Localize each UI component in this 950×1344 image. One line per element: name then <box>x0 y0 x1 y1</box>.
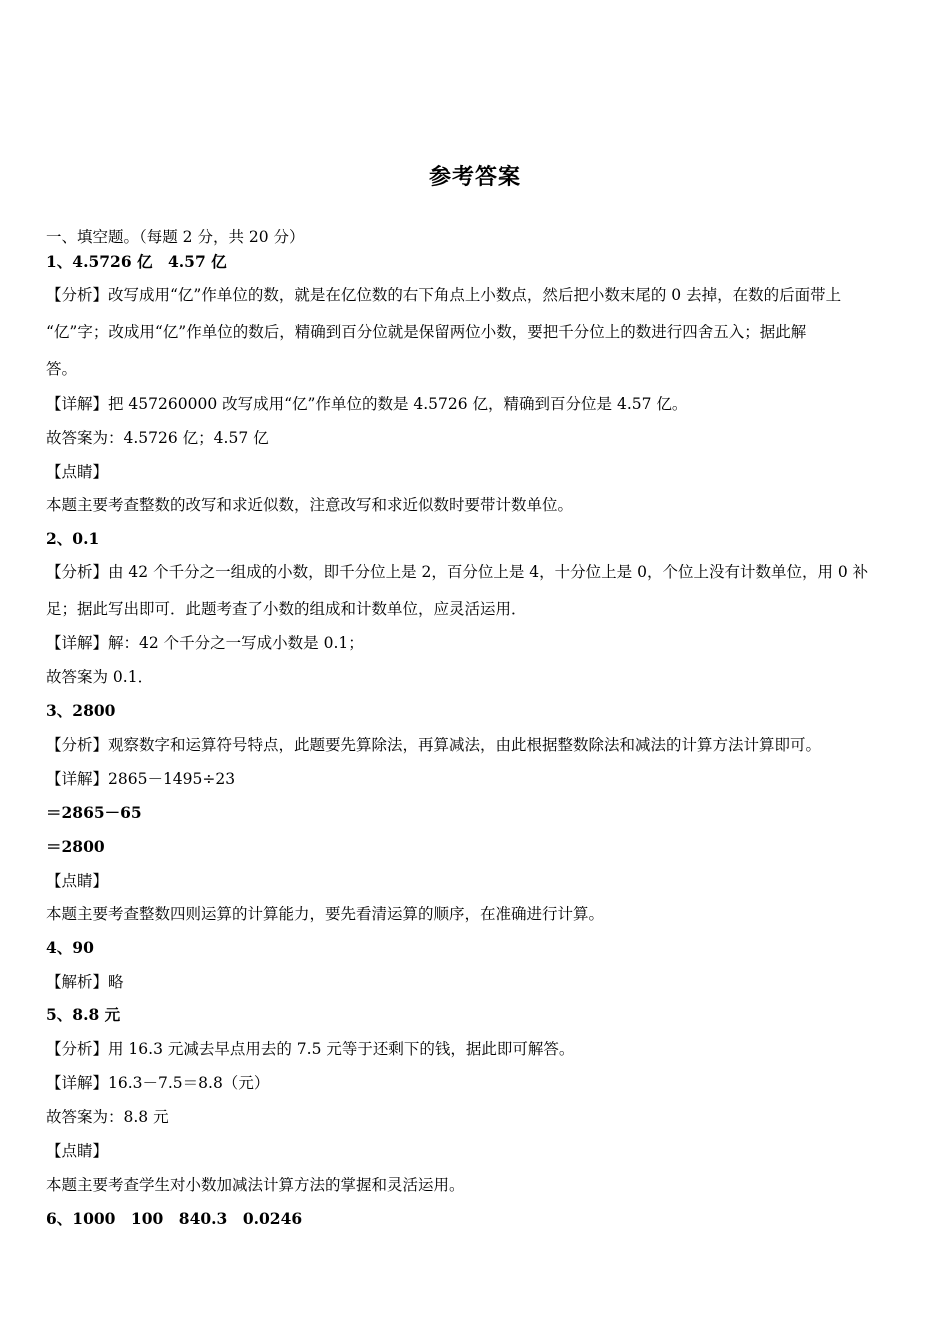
detail-5: 【详解】16.3－7.5＝8.8（元） <box>46 1074 270 1092</box>
analysis-1-line-3: 答。 <box>46 360 78 378</box>
answer-2: 2、0.1 <box>46 529 100 548</box>
answer-6: 6、1000 100 840.3 0.0246 <box>46 1209 303 1228</box>
note-heading-1: 【点睛】 <box>46 463 109 481</box>
analysis-3: 【分析】观察数字和运算符号特点，此题要先算除法，再算减法，由此根据整数除法和减法的计算方法计算即可。 <box>46 736 822 754</box>
note-heading-5: 【点睛】 <box>46 1142 109 1160</box>
calc-step-2: ＝2800 <box>46 837 105 856</box>
analysis-4: 【解析】略 <box>46 973 124 991</box>
answer-3: 3、2800 <box>46 701 116 720</box>
analysis-2-line-1: 【分析】由 42 个千分之一组成的小数，即千分位上是 2，百分位上是 4，十分位上是 0，个位上没有计数单位，用 0 补 <box>46 563 869 581</box>
conclusion-1: 故答案为：4.5726 亿；4.57 亿 <box>46 429 269 447</box>
conclusion-5: 故答案为：8.8 元 <box>46 1108 169 1126</box>
note-5: 本题主要考查学生对小数加减法计算方法的掌握和灵活运用。 <box>46 1176 465 1194</box>
note-3: 本题主要考查整数四则运算的计算能力，要先看清运算的顺序，在准确进行计算。 <box>46 905 605 923</box>
analysis-1-line-1: 【分析】改写成用“亿”作单位的数，就是在亿位数的右下角点上小数点，然后把小数末尾的 0 去掉，在数的后面带上 <box>46 286 842 304</box>
answer-4: 4、90 <box>46 938 94 957</box>
answer-5: 5、8.8 元 <box>46 1005 121 1024</box>
section-header: 一、填空题。（每题 2 分，共 20 分） <box>46 228 305 246</box>
conclusion-2: 故答案为 0.1． <box>46 668 154 686</box>
page-title: 参考答案 <box>428 164 521 190</box>
detail-2: 【详解】解：42 个千分之一写成小数是 0.1； <box>46 634 364 652</box>
analysis-5: 【分析】用 16.3 元减去早点用去的 7.5 元等于还剩下的钱，据此即可解答。 <box>46 1040 575 1058</box>
note-heading-3: 【点睛】 <box>46 872 109 890</box>
detail-3: 【详解】2865－1495÷23 <box>46 770 236 788</box>
answer-1: 1、4.5726 亿 4.57 亿 <box>46 252 227 271</box>
analysis-2-line-2: 足；据此写出即可．此题考查了小数的组成和计数单位，应灵活运用． <box>46 600 527 618</box>
detail-1: 【详解】把 457260000 改写成用“亿”作单位的数是 4.5726 亿，精确到百分位是 4.57 亿。 <box>46 395 688 413</box>
note-1: 本题主要考查整数的改写和求近似数，注意改写和求近似数时要带计数单位。 <box>46 496 574 514</box>
calc-step-1: ＝2865－65 <box>46 803 142 822</box>
analysis-1-line-2: “亿”字；改成用“亿”作单位的数后，精确到百分位就是保留两位小数，要把千分位上的数进行四舍五入；据此解 <box>46 323 807 341</box>
